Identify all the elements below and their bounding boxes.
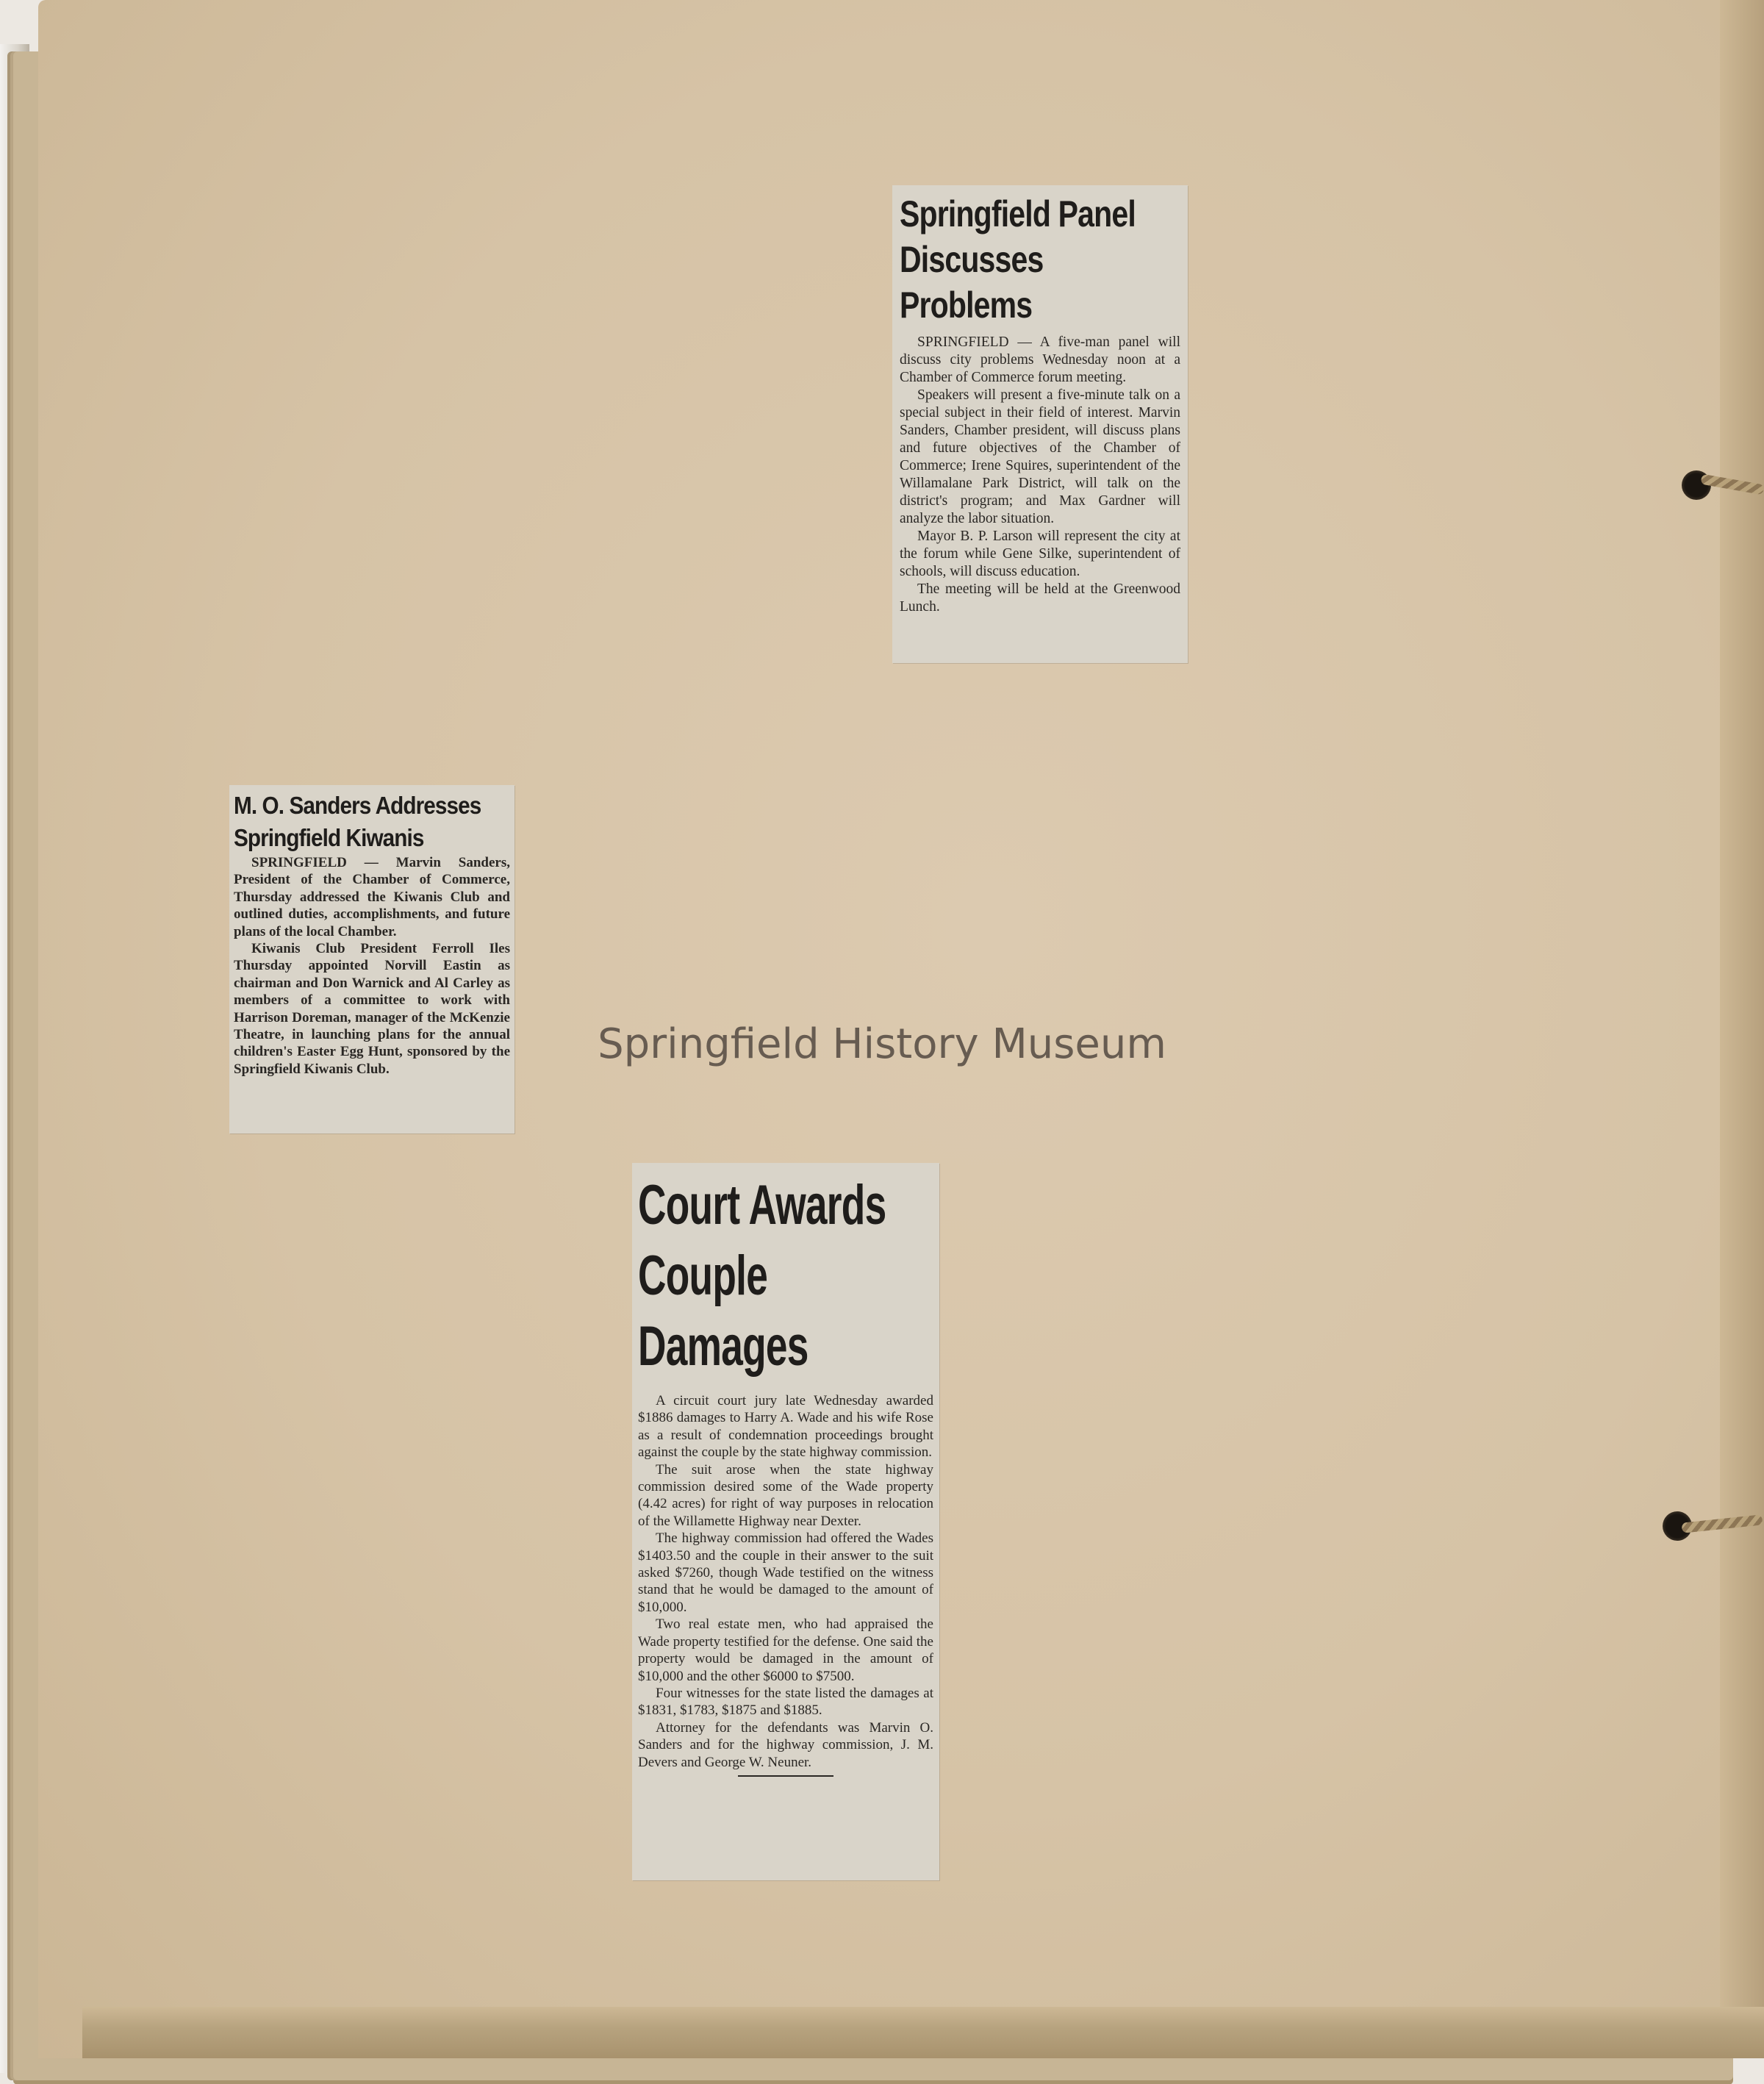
headline-line-2: Couple Damages <box>638 1245 808 1378</box>
clipping-sanders-kiwanis <box>229 785 514 1134</box>
paragraph: Attorney for the defendants was Marvin O. Sanders and for the highway commission, J. M. Devers and George W. Neuner. <box>638 1719 933 1770</box>
clipping-springfield-panel <box>892 185 1188 663</box>
clipping-court-awards <box>632 1163 939 1880</box>
paragraph: The highway commission had offered the Wades $1403.50 and the couple in their answer to the suit asked $7260, though Wade testified on the witness stand that he would be damaged to the amount of $10,000. <box>638 1530 933 1615</box>
paragraph: SPRINGFIELD — A five-man panel will discuss city problems Wednesday noon at a Chamber of Commerce forum meeting. <box>900 334 1180 385</box>
paragraph: Four witnesses for the state listed the damages at $1831, $1783, $1875 and $1885. <box>638 1685 933 1719</box>
paragraph: A circuit court jury late Wednesday awarded $1886 damages to Harry A. Wade and his wife Rose as a result of condemnation proceedings brought against the couple by the state highway commission. <box>638 1393 933 1461</box>
headline-line-2: Discusses Problems <box>900 239 1044 326</box>
clipping-body <box>900 334 1180 616</box>
paragraph: Mayor B. P. Larson will represent the city at the forum while Gene Silke, superintendent of schools, will discuss education. <box>900 529 1180 579</box>
headline-line-1: Court Awards <box>638 1174 886 1236</box>
clipping-body <box>638 1392 933 1771</box>
headline-line-1: Springfield Panel <box>900 193 1136 234</box>
end-rule <box>738 1775 833 1777</box>
paragraph: The meeting will be held at the Greenwood Lunch. <box>900 581 1180 615</box>
paragraph: The suit arose when the state highway commission desired some of the Wade property (4.42 acres) for right of way purposes in relocation of the Willamette Highway near Dexter. <box>638 1461 933 1529</box>
page-bottom-edge <box>82 2007 1764 2058</box>
clipping-headline <box>234 789 510 854</box>
watermark: Springfield History Museum <box>598 1020 1166 1068</box>
headline-line-2: Springfield Kiwanis <box>234 824 424 851</box>
paragraph: Kiwanis Club President Ferroll Iles Thursday appointed Norvill Eastin as chairman and Don Warnick and Al Carley as members of a committee to work with Harrison Doreman, manager of the McKenzie Theatre, in launching plans for the annual children's Easter Egg Hunt, sponsored by the Springfield Kiwanis Club. <box>234 941 510 1077</box>
clipping-headline <box>900 191 1180 328</box>
paragraph: Speakers will present a five-minute talk on a special subject in their field of interest. Marvin Sanders, Chamber president, will discuss plans and future objectives of the Chamber of Commerce; Irene Squires, superintendent of the Willamalane Park District, will talk on the district's program; and Max Gardner will analyze the labor situation. <box>900 387 1180 526</box>
paragraph: SPRINGFIELD — Marvin Sanders, President of the Chamber of Commerce, Thursday addressed the Kiwanis Club and outlined duties, accomplishments, and future plans of the local Chamber. <box>234 855 510 939</box>
headline-line-1: M. O. Sanders Addresses <box>234 792 481 819</box>
clipping-headline <box>638 1170 933 1382</box>
paragraph: Two real estate men, who had appraised the Wade property testified for the defense. One said the property would be damaged in the amount of $10,000 and the other $6000 to $7500. <box>638 1616 933 1684</box>
